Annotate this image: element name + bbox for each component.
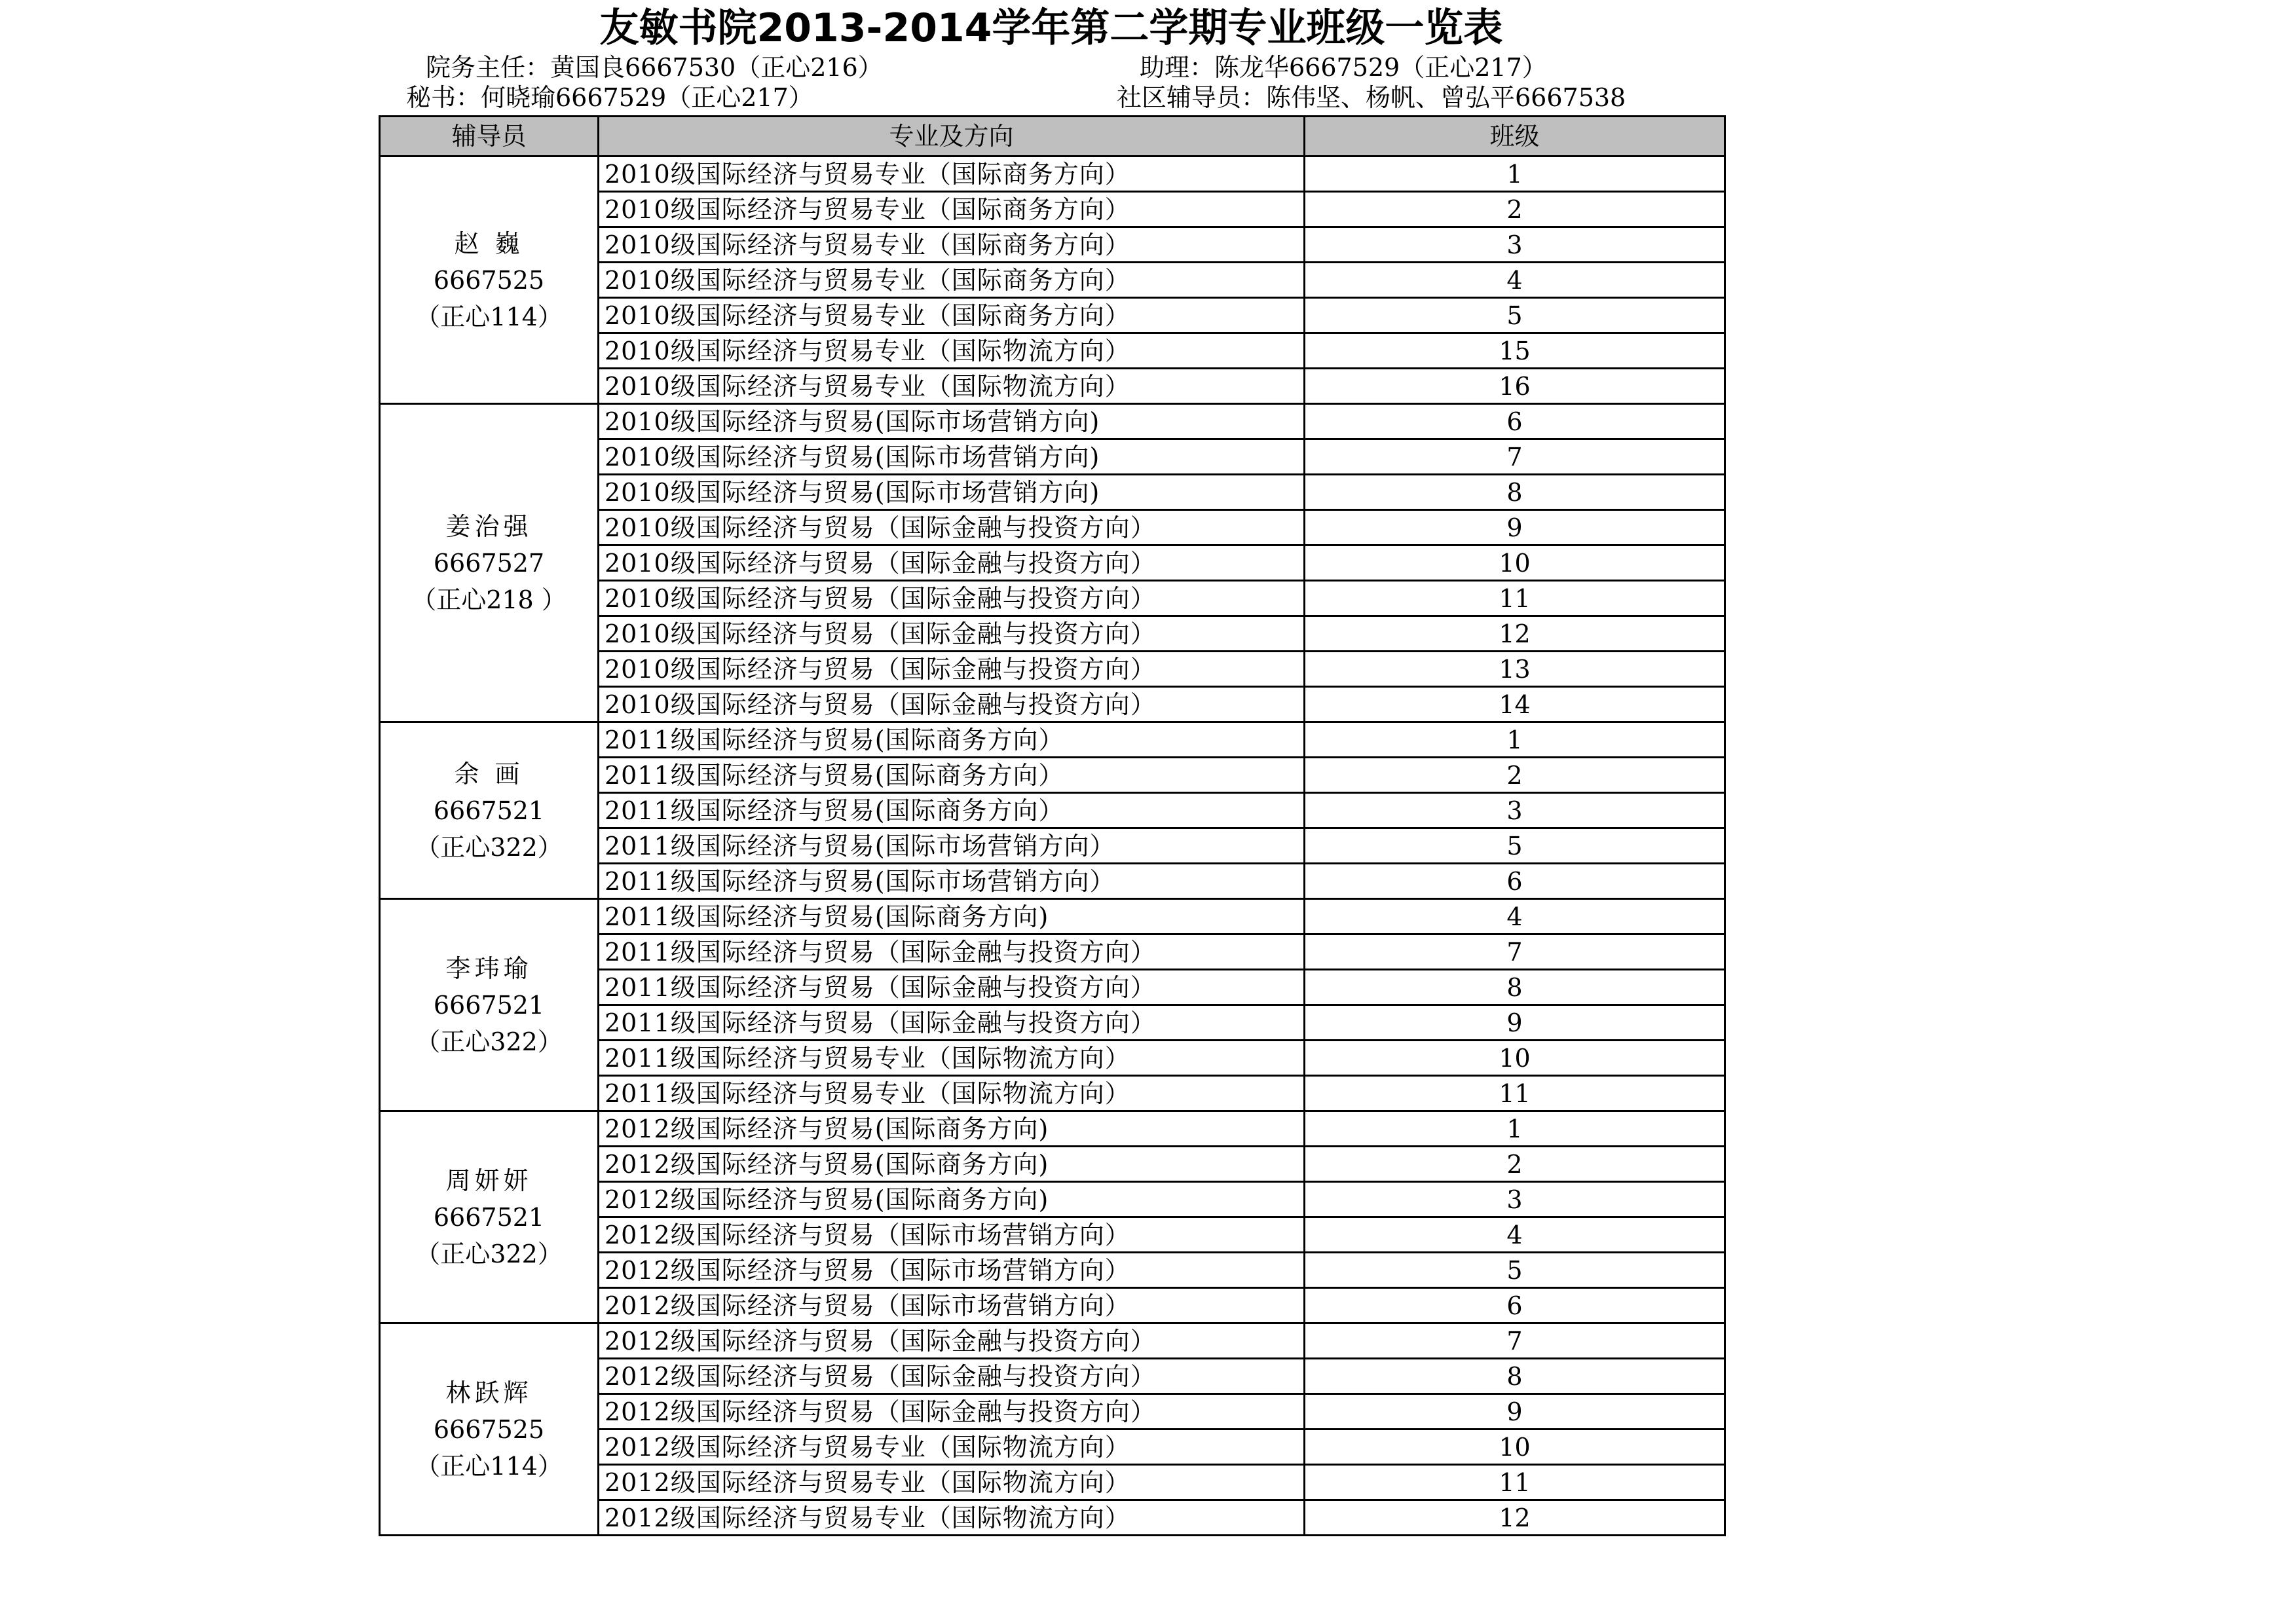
counselor-cell <box>380 1323 599 1536</box>
table-row <box>380 722 1725 758</box>
header-counselor: 辅导员 <box>380 117 599 157</box>
counselor-phone: 6667521 <box>433 1202 545 1232</box>
class-cell: 4 <box>1305 263 1725 298</box>
assistant-info: 助理：陈龙华6667529（正心217） <box>1140 53 1547 82</box>
table-row <box>380 1111 1725 1147</box>
class-cell: 10 <box>1305 545 1725 581</box>
major-cell: 2012级国际经济与贸易（国际金融与投资方向） <box>599 1359 1305 1394</box>
counselor-phone: 6667525 <box>433 1414 545 1444</box>
counselor-name: 赵 巍 <box>454 229 524 258</box>
class-cell: 14 <box>1305 687 1725 722</box>
class-cell: 11 <box>1305 1076 1725 1111</box>
major-cell: 2010级国际经济与贸易（国际金融与投资方向） <box>599 510 1305 545</box>
counselor-name: 林跃辉 <box>445 1378 532 1407</box>
counselor-phone: 6667521 <box>433 990 545 1020</box>
major-cell: 2010级国际经济与贸易专业（国际商务方向） <box>599 263 1305 298</box>
counselor-office: （正心114） <box>415 302 563 331</box>
class-cell: 7 <box>1305 934 1725 970</box>
major-cell: 2011级国际经济与贸易（国际金融与投资方向） <box>599 1005 1305 1041</box>
counselor-cell <box>380 1111 599 1323</box>
table-row <box>380 1323 1725 1359</box>
counselor-name: 余 画 <box>454 759 524 788</box>
table-row <box>380 899 1725 934</box>
major-cell: 2012级国际经济与贸易专业（国际物流方向） <box>599 1430 1305 1465</box>
class-cell: 9 <box>1305 510 1725 545</box>
class-cell: 5 <box>1305 828 1725 864</box>
class-cell: 8 <box>1305 1359 1725 1394</box>
major-cell: 2012级国际经济与贸易(国际商务方向) <box>599 1182 1305 1217</box>
counselor-cell <box>380 157 599 404</box>
class-cell: 6 <box>1305 1288 1725 1323</box>
class-cell: 2 <box>1305 1147 1725 1182</box>
major-cell: 2012级国际经济与贸易（国际市场营销方向） <box>599 1288 1305 1323</box>
major-cell: 2010级国际经济与贸易（国际金融与投资方向） <box>599 616 1305 652</box>
major-cell: 2010级国际经济与贸易(国际市场营销方向) <box>599 404 1305 439</box>
counselor-name: 李玮瑜 <box>445 953 532 983</box>
major-cell: 2011级国际经济与贸易（国际金融与投资方向） <box>599 970 1305 1005</box>
counselor-cell <box>380 899 599 1111</box>
class-cell: 1 <box>1305 157 1725 192</box>
class-cell: 9 <box>1305 1005 1725 1041</box>
major-cell: 2011级国际经济与贸易专业（国际物流方向） <box>599 1076 1305 1111</box>
counselor-name: 姜治强 <box>445 511 532 541</box>
major-cell: 2012级国际经济与贸易（国际金融与投资方向） <box>599 1394 1305 1430</box>
major-cell: 2011级国际经济与贸易(国际商务方向) <box>599 899 1305 934</box>
class-cell: 12 <box>1305 1500 1725 1536</box>
counselor-office: （正心322） <box>415 1027 563 1056</box>
major-cell: 2010级国际经济与贸易(国际市场营销方向) <box>599 475 1305 510</box>
major-cell: 2012级国际经济与贸易专业（国际物流方向） <box>599 1465 1305 1500</box>
class-cell: 6 <box>1305 864 1725 899</box>
major-cell: 2012级国际经济与贸易（国际市场营销方向） <box>599 1217 1305 1253</box>
major-cell: 2010级国际经济与贸易专业（国际商务方向） <box>599 157 1305 192</box>
class-cell: 8 <box>1305 970 1725 1005</box>
class-cell: 15 <box>1305 333 1725 369</box>
major-cell: 2011级国际经济与贸易(国际商务方向） <box>599 793 1305 828</box>
class-cell: 10 <box>1305 1041 1725 1076</box>
counselor-office: （正心114） <box>415 1451 563 1481</box>
major-cell: 2011级国际经济与贸易(国际商务方向） <box>599 722 1305 758</box>
major-cell: 2010级国际经济与贸易专业（国际商务方向） <box>599 227 1305 263</box>
major-cell: 2012级国际经济与贸易（国际金融与投资方向） <box>599 1323 1305 1359</box>
table-header-row <box>380 117 1725 157</box>
major-cell: 2012级国际经济与贸易(国际商务方向) <box>599 1147 1305 1182</box>
class-cell: 3 <box>1305 1182 1725 1217</box>
major-cell: 2010级国际经济与贸易（国际金融与投资方向） <box>599 687 1305 722</box>
class-cell: 6 <box>1305 404 1725 439</box>
counselor-phone: 6667525 <box>433 265 545 295</box>
counselor-cell <box>380 722 599 899</box>
class-cell: 1 <box>1305 1111 1725 1147</box>
major-cell: 2010级国际经济与贸易(国际市场营销方向) <box>599 439 1305 475</box>
major-cell: 2012级国际经济与贸易（国际市场营销方向） <box>599 1253 1305 1288</box>
major-cell: 2011级国际经济与贸易(国际市场营销方向） <box>599 864 1305 899</box>
major-cell: 2010级国际经济与贸易专业（国际商务方向） <box>599 298 1305 333</box>
major-cell: 2010级国际经济与贸易（国际金融与投资方向） <box>599 581 1305 616</box>
major-cell: 2010级国际经济与贸易（国际金融与投资方向） <box>599 652 1305 687</box>
major-cell: 2010级国际经济与贸易专业（国际物流方向） <box>599 333 1305 369</box>
counselor-office: （正心322） <box>415 1239 563 1268</box>
class-cell: 7 <box>1305 1323 1725 1359</box>
class-cell: 11 <box>1305 1465 1725 1500</box>
major-cell: 2011级国际经济与贸易(国际商务方向） <box>599 758 1305 793</box>
class-roster-table <box>379 115 1726 1536</box>
class-cell: 12 <box>1305 616 1725 652</box>
major-cell: 2012级国际经济与贸易专业（国际物流方向） <box>599 1500 1305 1536</box>
major-cell: 2012级国际经济与贸易(国际商务方向) <box>599 1111 1305 1147</box>
table-body <box>380 157 1725 1536</box>
table-row <box>380 157 1725 192</box>
class-cell: 5 <box>1305 1253 1725 1288</box>
major-cell: 2011级国际经济与贸易(国际市场营销方向） <box>599 828 1305 864</box>
class-cell: 9 <box>1305 1394 1725 1430</box>
class-cell: 8 <box>1305 475 1725 510</box>
header-major: 专业及方向 <box>599 117 1305 157</box>
secretary-info: 秘书：何晓瑜6667529（正心217） <box>406 83 813 112</box>
community-counselors-info: 社区辅导员：陈伟坚、杨帆、曾弘平6667538 <box>1117 83 1626 112</box>
table-row <box>380 404 1725 439</box>
class-cell: 5 <box>1305 298 1725 333</box>
class-cell: 7 <box>1305 439 1725 475</box>
major-cell: 2010级国际经济与贸易专业（国际商务方向） <box>599 192 1305 227</box>
major-cell: 2011级国际经济与贸易（国际金融与投资方向） <box>599 934 1305 970</box>
class-cell: 10 <box>1305 1430 1725 1465</box>
class-cell: 4 <box>1305 899 1725 934</box>
class-cell: 3 <box>1305 793 1725 828</box>
counselor-office: （正心322） <box>415 832 563 862</box>
class-cell: 1 <box>1305 722 1725 758</box>
class-cell: 4 <box>1305 1217 1725 1253</box>
class-cell: 2 <box>1305 192 1725 227</box>
page-title: 友敏书院2013-2014学年第二学期专业班级一览表 <box>599 5 1503 51</box>
counselor-phone: 6667527 <box>433 548 545 578</box>
major-cell: 2010级国际经济与贸易专业（国际物流方向） <box>599 369 1305 404</box>
counselor-phone: 6667521 <box>433 796 545 825</box>
counselor-name: 周妍妍 <box>445 1166 532 1195</box>
counselor-cell <box>380 404 599 722</box>
major-cell: 2010级国际经济与贸易（国际金融与投资方向） <box>599 545 1305 581</box>
class-cell: 16 <box>1305 369 1725 404</box>
major-cell: 2011级国际经济与贸易专业（国际物流方向） <box>599 1041 1305 1076</box>
class-cell: 13 <box>1305 652 1725 687</box>
class-cell: 3 <box>1305 227 1725 263</box>
counselor-office: （正心218 ） <box>411 585 567 614</box>
class-cell: 11 <box>1305 581 1725 616</box>
header-class: 班级 <box>1305 117 1725 157</box>
class-cell: 2 <box>1305 758 1725 793</box>
director-info: 院务主任：黄国良6667530（正心216） <box>426 53 883 82</box>
